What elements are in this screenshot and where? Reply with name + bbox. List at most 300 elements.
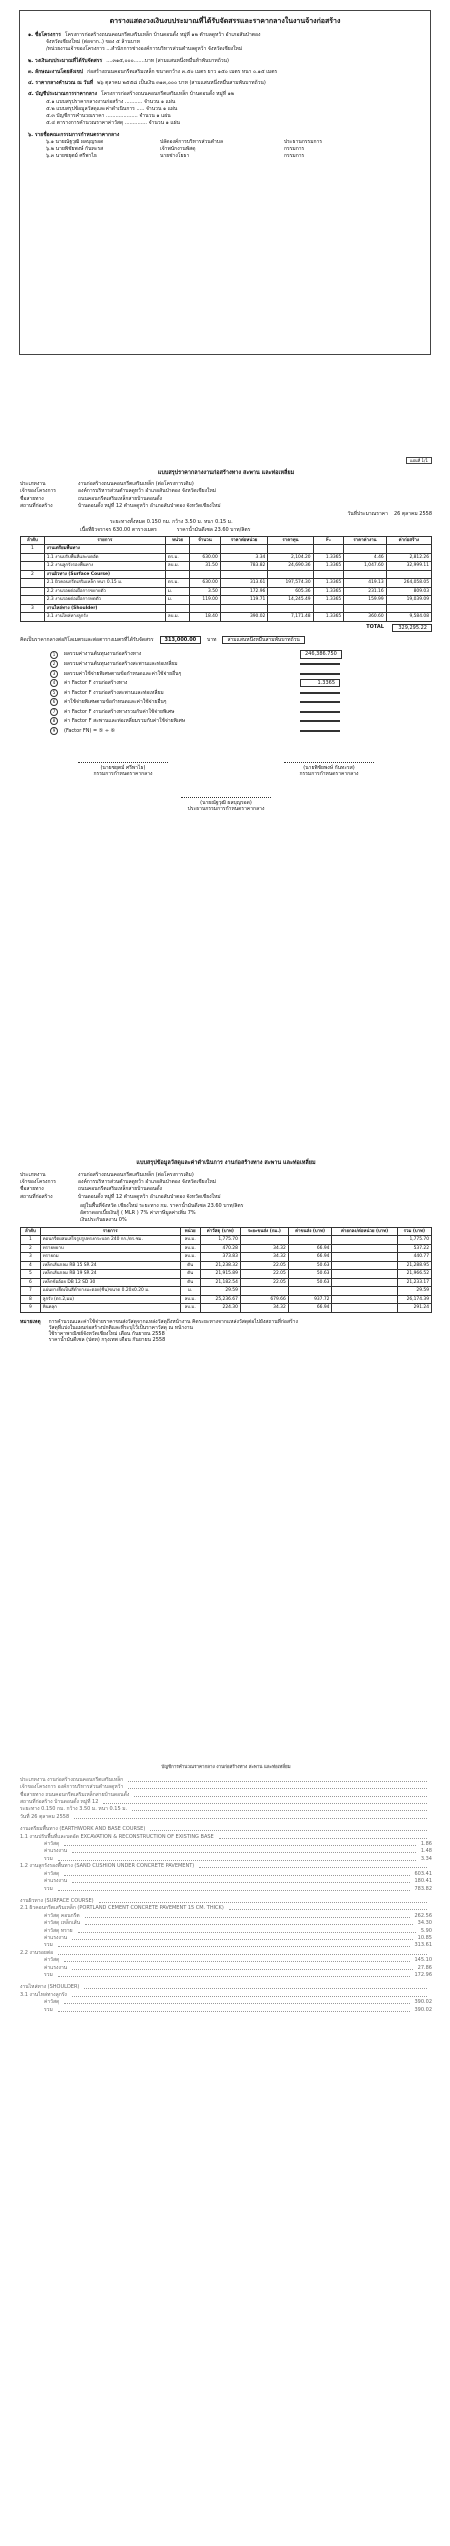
summary-row-text: โครงการก่อสร้างถนนคอนกรีตเสริมเหล็ก บ้านดอนดั้ง หมู่ที่ ๑๒ ตำบลดูหว้า อำเภอสันป่าตอง [64, 31, 261, 38]
calc-value: 5.90 [420, 1927, 432, 1934]
cell-mat: 21,182.54 [200, 1278, 240, 1287]
summary-value [300, 720, 340, 722]
summary-row-text: โครงการก่อสร้างถนนคอนกรีตเสริมเหล็ก บ้านดอนดั้ง หมู่ที่ ๑๒ [101, 91, 235, 98]
cell-f: 1.3365 [313, 596, 344, 605]
summary-row [28, 32, 422, 38]
cell-f [313, 545, 344, 554]
cell-mat: 224.30 [200, 1304, 240, 1313]
cell-total: 29.59 [397, 1287, 431, 1296]
calc-line [20, 1792, 432, 1798]
signer [78, 757, 168, 778]
calc-text: ชื่อสายทาง ถนนคอนกรีตเสริมเหล็กสายบ้านดอนดั้ง [20, 1791, 130, 1798]
calc-line [20, 1898, 432, 1904]
material-table [20, 1227, 432, 1313]
summary-row [28, 91, 422, 97]
cell-total: 21,288.95 [397, 1261, 431, 1270]
info-value: ถนนคอนกรีตเสริมเหล็กสายบ้านดอนดั้ง [78, 495, 162, 502]
calc-text: ค่าวัสดุ [44, 1999, 60, 2006]
summary-index: 2 [50, 660, 58, 668]
committee-member [46, 139, 422, 145]
summary-label: ผลรวมค่างานต้นทุนงานก่อสร้างสะพานและท่อเหลี่ยม [64, 661, 178, 667]
cell-load [332, 1304, 397, 1313]
calc-text: ค่าแรงงาน [44, 1935, 68, 1941]
signer-role: กรรมการกำหนดราคากลาง [93, 771, 153, 778]
cell-load [332, 1295, 397, 1304]
calc-text: 2.1 ผิวคอนกรีตเสริมเหล็ก (PORTLAND CEMENT CONCRETE PAVEMENT 15 CM. THICK) [20, 1905, 224, 1912]
cell-load [332, 1236, 397, 1245]
summary-label: ค่าใช้จ่ายพิเศษตามข้อกำหนดและค่าใช้จ่ายอื่นๆ [64, 699, 167, 706]
calc-line [20, 1841, 432, 1847]
info-value: งานก่อสร้างถนนคอนกรีตเสริมเหล็ก (ต่อโครงการเดิม) [78, 1171, 194, 1178]
committee-list [46, 139, 422, 160]
cell-no [21, 596, 45, 605]
column-header: หน่วย [180, 1227, 200, 1236]
calc-value: 390.02 [414, 2006, 432, 2013]
summary-factors [50, 650, 432, 735]
calc-value: 313.61 [414, 1942, 432, 1949]
summary-item: ๕.๒ แบบสรุปข้อมูลวัสดุและค่าดำเนินการ ..... จำนวน ๑ แผ่น [46, 105, 178, 112]
cell-unit: ลบ.ม. [165, 613, 189, 622]
cell-trans: 66.94 [288, 1244, 332, 1253]
cell-price: 1,047.60 [344, 562, 386, 571]
summary-index: 5 [50, 689, 58, 697]
cell-dist [240, 1287, 288, 1296]
signer-name: (นายชยุตม์ ศรีพาไธ) [100, 765, 146, 772]
cell-total: 26,174.39 [397, 1295, 431, 1304]
summary-index: 8 [50, 717, 58, 725]
summary-index: 9 [50, 727, 58, 735]
cell-no: 4 [21, 1261, 41, 1270]
table-row [21, 545, 432, 554]
cell-unitp: 119.71 [220, 596, 268, 605]
material-heading: แบบสรุปข้อมูลวัสดุและค่าดำเนินการ งานก่อสร้างทาง สะพาน และท่อเหลี่ยม [136, 1160, 316, 1166]
summary-row-label: ๑. ชื่อโครงการ [28, 31, 61, 38]
cell-cost: 24,690.36 [268, 562, 313, 571]
cell-price: 231.16 [344, 587, 386, 596]
cell-unit: ลบ.ม. [180, 1304, 200, 1313]
cell-total [386, 570, 431, 579]
calc-line [20, 1928, 432, 1934]
calc-line [20, 1848, 432, 1854]
table-row [21, 587, 432, 596]
calc-value: 783.82 [414, 1885, 432, 1892]
cell-no: 3 [21, 604, 45, 613]
cell-no: 1 [21, 1236, 41, 1245]
summary-value [300, 692, 340, 694]
cell-unitp: 390.02 [220, 613, 268, 622]
remark-line: วัสดุที่แบ่งในแผนก่อสร้างปกติและที่ระบุไว้เป็นราคาวัสดุ ณ หน้างาน [48, 1324, 193, 1331]
member-duty: ประธานกรรมการ [284, 138, 323, 145]
column-header: รายการ [44, 536, 165, 545]
info-row [20, 1186, 432, 1192]
cell-mat: 21,238.32 [200, 1261, 240, 1270]
cell-dist: 22.05 [240, 1278, 288, 1287]
calc-line [20, 1856, 432, 1862]
committee-title: ๖. รายชื่อคณะกรรมการกำหนดราคากลาง [28, 131, 120, 138]
summary-index: 3 [50, 670, 58, 678]
calc-value: 262.56 [414, 1912, 432, 1919]
cell-no [21, 562, 45, 571]
cell-trans: 50.63 [288, 1278, 332, 1287]
cell-unit: ตัน [180, 1278, 200, 1287]
table-row [21, 604, 432, 613]
surface-area: เนื้อที่ผิวจราจร 630.00 ตารางเมตร [80, 526, 157, 533]
summary-row [46, 46, 422, 52]
cell-total: 21,966.52 [397, 1270, 431, 1279]
summary-row [28, 69, 422, 75]
table-row [21, 1236, 432, 1245]
calc-text: งานเตรียมพื้นทาง (EARTHWORK AND BASE COURSE) [20, 1826, 146, 1833]
cell-qty: 630.00 [190, 553, 221, 562]
cell-name: ทรายถม [40, 1253, 180, 1262]
calc-value: 172.96 [414, 1972, 432, 1979]
remark-line: ใช้ราคาพาณิชย์จังหวัดเชียงใหม่ เดือน กันยายน 2558 [48, 1331, 165, 1338]
cell-name: เหล็กเส้นกลม RB 15 SR 24 [40, 1261, 180, 1270]
summary-row-text: ....๓๑๕,๐๐๐.......บาท (สามแสนหนึ่งหมื่นห้าพันบาทถ้วน) [106, 57, 229, 64]
table-row [21, 613, 432, 622]
summary-label: ผลรวมค่าใช้จ่ายพิเศษตามข้อกำหนดและค่าใช้จ่ายอื่นๆ [64, 670, 182, 677]
cell-qty [190, 545, 221, 554]
cell-total: 2,812.26 [386, 553, 431, 562]
calc-text: ค่าวัสดุ คอนกรีต [44, 1912, 80, 1919]
table-row [21, 1261, 432, 1270]
calc-line [20, 1784, 432, 1790]
calc-text: รวม [44, 1942, 53, 1949]
cell-dist: 34.32 [240, 1304, 288, 1313]
column-header: ค่าวัสดุ (บาท) [200, 1227, 240, 1236]
cell-trans: 937.72 [288, 1295, 332, 1304]
member-position: ปลัดองค์การบริหารส่วนตำบล [160, 138, 224, 145]
summary-row [28, 58, 422, 64]
cell-no: 6 [21, 1278, 41, 1287]
info-value: บ้านดอนดั้ง หมู่ที่ 12 ตำบลดูหว้า อำเภอสันป่าตอง จังหวัดเชียงใหม่ [78, 1193, 221, 1200]
cell-total: 291.24 [397, 1304, 431, 1313]
column-header: ระยะขนส่ง (กม.) [240, 1227, 288, 1236]
info-key: สถานที่ก่อสร้าง [20, 502, 53, 509]
cell-unit: ตัน [180, 1261, 200, 1270]
cell-unitp [220, 604, 268, 613]
cell-f [313, 570, 344, 579]
summary-line [50, 670, 432, 678]
cell-f: 1.3365 [313, 587, 344, 596]
table-row [21, 1295, 432, 1304]
summary-row-label: ๒. วงเงินงบประมาณที่ได้รับจัดสรร [28, 57, 103, 64]
cell-name: 2.2 งานรอยต่อเผื่อการขยายตัว [44, 587, 165, 596]
column-header: ราคาต่อหน่วย [220, 536, 268, 545]
signer-role: กรรมการกำหนดราคากลาง [299, 771, 359, 778]
cell-qty: 18.40 [190, 613, 221, 622]
cell-price [344, 604, 386, 613]
cell-unit: ลบ.ม. [165, 562, 189, 571]
summary-index: 6 [50, 698, 58, 706]
cell-load [332, 1244, 397, 1253]
cell-total: 19,039.09 [386, 596, 431, 605]
road-dimensions: ระยะทางทั้งหมด 0.150 กม. กว้าง 3.50 ม. หนา 0.15 ม. [110, 519, 233, 526]
cell-unit [165, 545, 189, 554]
summary-line [50, 727, 432, 735]
calc-value: 3.34 [420, 1855, 432, 1862]
summary-items [46, 99, 422, 127]
summary-line [50, 717, 432, 725]
table-row [21, 1244, 432, 1253]
cell-unitp [220, 570, 268, 579]
member-name: ๖.๒ นายพิชัยพงษ์ กันทะรส [46, 146, 104, 152]
summary-title: ตารางแสดงวงเงินงบประมาณที่ได้รับจัดสรรและราคากลางในงานจ้างก่อสร้าง [109, 17, 341, 25]
column-header: ค่าก่อสร้าง [386, 536, 431, 545]
cell-unitp: 3.34 [220, 553, 268, 562]
summary-row [28, 80, 422, 86]
calc-text: เจ้าของโครงการ องค์การบริหารส่วนตำบลดูหว้า [20, 1784, 124, 1791]
calc-line [20, 1777, 432, 1783]
column-header: ค่ายกลง/ต่อหน่วย (บาท) [332, 1227, 397, 1236]
cell-dist: 22.05 [240, 1270, 288, 1279]
calc-line [20, 1886, 432, 1892]
info-key: ประเภทงาน [20, 481, 46, 488]
summary-value: 1.3365 [300, 679, 340, 687]
summary-item: ๕.๔ ตารางการคำนวณราคาค่าวัสดุ .............. จำนวน ๑ แผ่น [46, 120, 180, 127]
summary-row-text: จังหวัดเชียงใหม่ (ต่อจาก..) ของ ๕ ล้านบาท [46, 39, 140, 45]
column-header: ค่าขนส่ง (บาท) [288, 1227, 332, 1236]
remarks: หมายเหตุ การคำนวณและค่าใช้จ่ายราคาขนส่งวัสดุจากแหล่งวัสดุถึงหน้างาน คิดระยะทางจากแหล่งวัสดุต่อไปยังสถานที่ก่อสร้าง วัสดุที่แบ่งในแผนก่อสร้างปกติและที่ระบุไว้เป็นราคาวัสดุ ณ หน้างาน ใช้ราคาพาณิชย์จังหวัดเชียงใหม่ เดือน กันยายน 2558 ราคาน้ำมันดีเซล (ปตท) กรุงเทพ เดือน กันยายน 2558 [20, 1318, 298, 1344]
table-row [21, 1278, 432, 1287]
calc-line [20, 1957, 432, 1963]
cell-unit: ม. [180, 1287, 200, 1296]
calc-line [20, 1814, 432, 1820]
cell-qty: 31.50 [190, 562, 221, 571]
summary-label: ค่า Factor F งานก่อสร้างทาง [64, 680, 128, 687]
table-row [21, 1304, 432, 1313]
cell-total: 32,999.11 [386, 562, 431, 571]
cell-name: เหล็กข้ออ้อย DB 12 SD 30 [40, 1278, 180, 1287]
cell-name: ทรายหยาบ [40, 1244, 180, 1253]
calc-line [20, 1942, 432, 1948]
table-row [21, 1287, 432, 1296]
chair-signature: (นายณัฐวุฒิ ผลบุญรอด) ประธานกรรมการกำหนดราคากลาง [20, 792, 432, 813]
calc-text: งานผิวทาง (SURFACE COURSE) [20, 1897, 94, 1904]
material-params [80, 1203, 432, 1224]
calc-line [20, 1878, 432, 1884]
summary-line [50, 660, 432, 668]
calc-value: 27.86 [417, 1964, 432, 1971]
cell-qty: 630.00 [190, 579, 221, 588]
info-key: สถานที่ก่อสร้าง [20, 1193, 53, 1200]
cell-name: 3.1 งานไหล่ทางลูกรัง [44, 613, 165, 622]
cell-f: 1.3365 [313, 562, 344, 571]
cell-unit: ม. [165, 587, 189, 596]
calc-text: รวม [44, 1885, 53, 1892]
table-row [21, 570, 432, 579]
calc-line [20, 1834, 432, 1840]
member-duty: กรรมการ [284, 146, 305, 152]
info-key: ประเภทงาน [20, 1171, 46, 1178]
cell-name: หินคลุก [40, 1304, 180, 1313]
diesel-price: ราคาน้ำมันดีเซล 23.60 บาท/ลิตร [176, 526, 251, 533]
cell-no: 7 [21, 1287, 41, 1296]
remark-line: การคำนวณและค่าใช้จ่ายราคาขนส่งวัสดุจากแหล่งวัสดุถึงหน้างาน คิดระยะทางจากแหล่งวัสดุต่อไปยังสถานที่ก่อสร้าง [48, 1318, 298, 1325]
cell-price: 159.99 [344, 596, 386, 605]
cell-cost: 7,171.48 [268, 613, 313, 622]
cell-load [332, 1278, 397, 1287]
cell-price [344, 545, 386, 554]
cell-cost: 14,245.49 [268, 596, 313, 605]
calc-line [20, 1972, 432, 1978]
summary-row [46, 39, 422, 45]
cell-no: 8 [21, 1295, 41, 1304]
summary-index: 1 [50, 651, 58, 659]
calc-value: 34.30 [417, 1920, 432, 1927]
calc-heading: บัญชีการคำนวณราคากลาง งานก่อสร้างทาง สะพาน และท่อเหลี่ยม [161, 1765, 291, 1770]
summary-row-label: ๓. ลักษณะงานโดยสังเขป [28, 68, 84, 75]
calc-text: ระยะทาง 0.150 กม. กว้าง 3.50 ม. หนา 0.15 ม. [20, 1806, 128, 1813]
info-value: องค์การบริหารส่วนตำบลดูหว้า อำเภอสันป่าตอง จังหวัดเชียงใหม่ [78, 488, 217, 495]
cell-no: 1 [21, 545, 45, 554]
cell-unitp: 172.96 [220, 587, 268, 596]
cell-trans: 50.63 [288, 1261, 332, 1270]
calc-value: 1.48 [420, 1848, 432, 1855]
cell-name: 2.1 ผิวคอนกรีตเสริมเหล็ก หนา 0.15 ม. [44, 579, 165, 588]
calc-value: 180.41 [414, 1878, 432, 1885]
column-header: ลำดับ [21, 1227, 41, 1236]
info-key: เจ้าของโครงการ [20, 1179, 56, 1186]
cell-cost [268, 545, 313, 554]
cell-unitp [220, 545, 268, 554]
summary-sheet [19, 10, 431, 355]
calc-lines [20, 1777, 432, 2013]
table-row [21, 562, 432, 571]
cell-no: 3 [21, 1253, 41, 1262]
calc-value: 10.85 [417, 1935, 432, 1941]
calc-line [20, 1799, 432, 1805]
info-row [20, 488, 432, 494]
info-key: ชื่อสายทาง [20, 495, 44, 502]
cell-total: 264,058.05 [386, 579, 431, 588]
calc-line [20, 1965, 432, 1971]
cell-name: งานไหล่ทาง (Shoulder) [44, 604, 165, 613]
cell-mat: 470.28 [200, 1244, 240, 1253]
calc-line [20, 1806, 432, 1812]
info-key: ชื่อสายทาง [20, 1186, 44, 1193]
summary-label: ค่า Factor F งานก่อสร้างสะพานและท่อเหลี่ยม [64, 689, 164, 696]
summary-row-text: /หน่วยงานเจ้าของโครงการ ...สำนักการช่างองค์การบริหารส่วนตำบลดูหว้า จังหวัดเชียงใหม่ [46, 46, 243, 53]
column-header: รวม (บาท) [397, 1227, 431, 1236]
calc-sheet [20, 1765, 432, 2014]
info-value: งานก่อสร้างถนนคอนกรีตเสริมเหล็ก (ต่อโครงการเดิม) [78, 481, 194, 488]
calc-text: วันที่ 26 ตุลาคม 2558 [20, 1813, 70, 1820]
member-name: ๖.๓ นายชยุตม์ ศรีพาไธ [46, 153, 97, 160]
cell-price: 360.60 [344, 613, 386, 622]
cell-total [386, 545, 431, 554]
column-header: หน่วย [165, 536, 189, 545]
cell-unit: ลบ.ม. [180, 1236, 200, 1245]
info-value: ถนนคอนกรีตเสริมเหล็กสายบ้านดอนดั้ง [78, 1186, 162, 1193]
summary-value [300, 711, 340, 713]
calc-text: 1.2 งานลูกรังรองพื้นทาง (SAND CUSHION UNDER CONCRETE PAVEMENT) [20, 1863, 195, 1870]
cell-cost [268, 570, 313, 579]
column-header: ราคาทุน [268, 536, 313, 545]
calc-text: สถานที่ก่อสร้าง บ้านดอนดั้ง หมู่ที่ 12 [20, 1798, 99, 1805]
cell-dist [240, 1236, 288, 1245]
column-header: Fₓ [313, 536, 344, 545]
cell-no: 2 [21, 570, 45, 579]
cell-no [21, 553, 45, 562]
cell-no [21, 613, 45, 622]
summary-value [300, 701, 340, 703]
budget-row: คิดเป็นราคากลางต่อกิโลเมตรและต่อตารางเมตรที่ได้รับจัดสรร 313,000.00 บาท สามแสนหนึ่งหมื่นสามพันบาทถ้วน [20, 636, 432, 644]
cell-total: 9,584.08 [386, 613, 431, 622]
cell-mat: 29.59 [200, 1287, 240, 1296]
calc-text: ค่าแรงงาน [44, 1878, 68, 1885]
cell-no: 2 [21, 1244, 41, 1253]
info-row [20, 1179, 432, 1185]
cell-name: ลูกรัง (ตร.2,มม) [40, 1295, 180, 1304]
param-line: อยู่ในพื้นที่จังหวัด เชียงใหม่ ระยะทาง กม. ราคาน้ำมันดีเซล 23.60 บาท/ลิตร [80, 1202, 244, 1209]
cell-no: 9 [21, 1304, 41, 1313]
cell-name: คอนกรีตผสมเสร็จรูปรูปทรงกระบอก 240 กก./ตร.ซม. [40, 1236, 180, 1245]
signatures [20, 757, 432, 778]
cell-load [332, 1287, 397, 1296]
summary-row-label: ๕. บัญชีประมาณการราคากลาง [28, 91, 98, 98]
calc-line [20, 1863, 432, 1869]
cell-load [332, 1261, 397, 1270]
committee-member [46, 146, 422, 152]
calc-text: ค่าวัสดุ [44, 1870, 60, 1877]
estimate-date: 26 ตุลาคม 2558 [393, 511, 432, 518]
calc-text: รวม [44, 1972, 53, 1979]
summary-label: ค่า Factor F สะพานและท่อเหลี่ยมรวมกับค่าใช้จ่ายพิเศษ [64, 718, 186, 725]
calc-line [20, 1826, 432, 1832]
cell-price: 4.46 [344, 553, 386, 562]
cell-unit: ตัน [180, 1270, 200, 1279]
summary-line [50, 650, 432, 658]
table-row [21, 579, 432, 588]
cell-unitp: 783.82 [220, 562, 268, 571]
cell-unit [165, 604, 189, 613]
material-project-info [20, 1172, 432, 1200]
cell-name: งานเตรียมพื้นทาง [44, 545, 165, 554]
cell-trans [288, 1236, 332, 1245]
cell-total: 440.77 [397, 1253, 431, 1262]
cell-unitp: 313.61 [220, 579, 268, 588]
summary-index: 4 [50, 679, 58, 687]
summary-line [50, 679, 432, 687]
cell-total: 21,233.17 [397, 1278, 431, 1287]
cell-unit: ม. [165, 596, 189, 605]
cell-name: งานผิวทาง (Surface Course) [44, 570, 165, 579]
calc-line [20, 1920, 432, 1926]
calc-line [20, 1999, 432, 2005]
date-label: วันที่ประมาณราคา [347, 511, 388, 518]
info-row [20, 481, 432, 487]
cell-name: แผ่นยางยืดเป็นสีดำยางมะตอย(ชิ้น)ขนาด 0.20x0.20 ม. [40, 1287, 180, 1296]
cell-unit: ลบ.ม. [180, 1253, 200, 1262]
summary-line [50, 708, 432, 716]
cell-unit: ลบ.ม. [180, 1244, 200, 1253]
calc-text: ประเภทงาน งานก่อสร้างถนนคอนกรีตเสริมเหล็ก [20, 1776, 124, 1783]
cell-dist: 22.05 [240, 1261, 288, 1270]
summary-value [300, 730, 340, 732]
material-sheet [20, 1160, 432, 1344]
summary-value [300, 673, 340, 675]
param-line: เงินประกันผลงาน 0% [80, 1217, 127, 1224]
cell-total [386, 604, 431, 613]
cell-dist: 34.32 [240, 1244, 288, 1253]
summary-value: 246,386.750 [300, 650, 342, 658]
summary-label: ค่า Factor F งานก่อสร้างทางรวมกับค่าใช้จ่ายพิเศษ [64, 708, 175, 715]
summary-line [50, 698, 432, 706]
calc-text: 3.1 งานไหล่ทางลูกรัง [20, 1991, 67, 1998]
summary-item: ๕.๑ แบบสรุปราคากลางงานก่อสร้าง ........... จำนวน ๑ แผ่น [46, 98, 176, 105]
member-name: ๖.๑ นายณัฐวุฒิ ผลบุญรอด [46, 138, 104, 145]
